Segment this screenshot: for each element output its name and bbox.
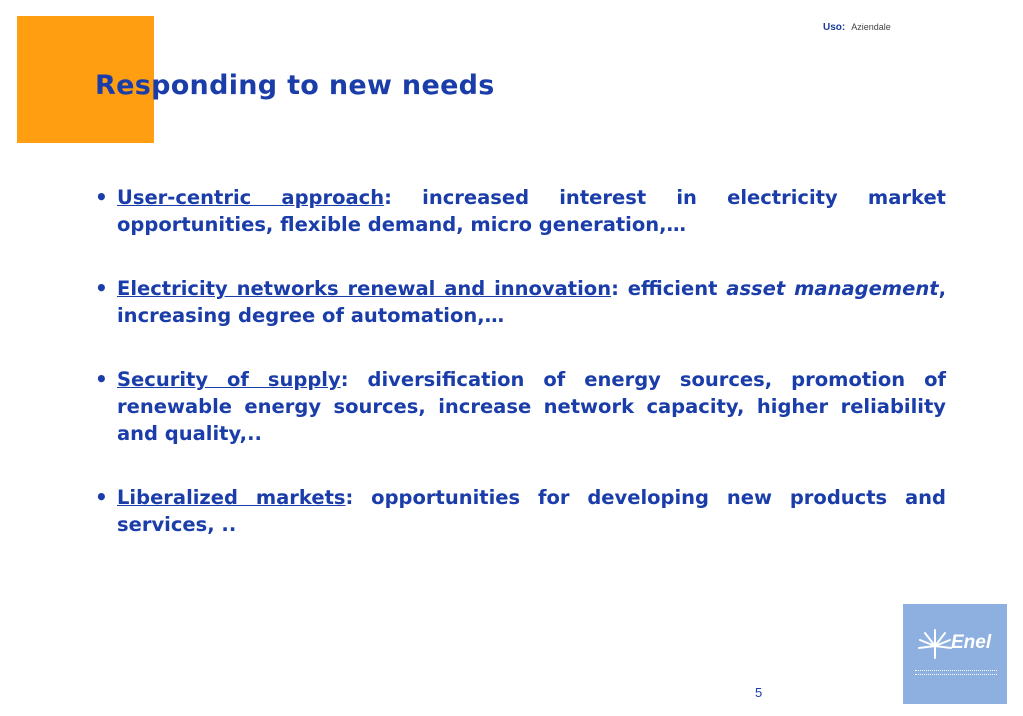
bullet-dot-icon: • [95,367,108,391]
page-number: 5 [755,685,763,700]
bullet-term: User-centric approach [117,186,385,209]
bullet-list [95,184,946,538]
bullet-text: : opportunities for developing new products and services, .. [117,486,947,536]
bullet-user-centric [95,184,946,238]
bullet-text: , increasing degree of automation,… [117,277,946,327]
bullet-term: Liberalized markets [117,486,346,509]
bullet-term: Security of supply [117,368,341,391]
slide-title: Responding to new needs [95,70,495,101]
bullet-dot-icon: • [95,185,108,209]
bullet-markets [95,484,946,538]
usage-label: Uso: [823,22,846,33]
bullet-dot-icon: • [95,276,108,300]
enel-logo [903,604,1007,704]
bullet-text: : efficient [611,277,727,300]
bullet-text: : diversification of energy sources, promotion of renewable energy sources, increase network capacity, higher reliability and quality,.. [117,368,946,445]
bullet-security [95,366,946,447]
bullet-text: : increased interest in electricity market opportunities, flexible demand, micro generation,… [117,186,946,236]
bullet-dot-icon: • [95,485,108,509]
sunburst-logo-icon [915,624,955,664]
bullet-networks [95,275,946,329]
usage-classification [823,22,891,33]
bullet-emphasis: asset management [726,277,939,300]
bullet-term: Electricity networks renewal and innovation [117,277,612,300]
logo-tagline-decoration [915,670,997,675]
logo-wordmark: Enel [951,632,992,653]
usage-value: Aziendale [851,22,891,32]
